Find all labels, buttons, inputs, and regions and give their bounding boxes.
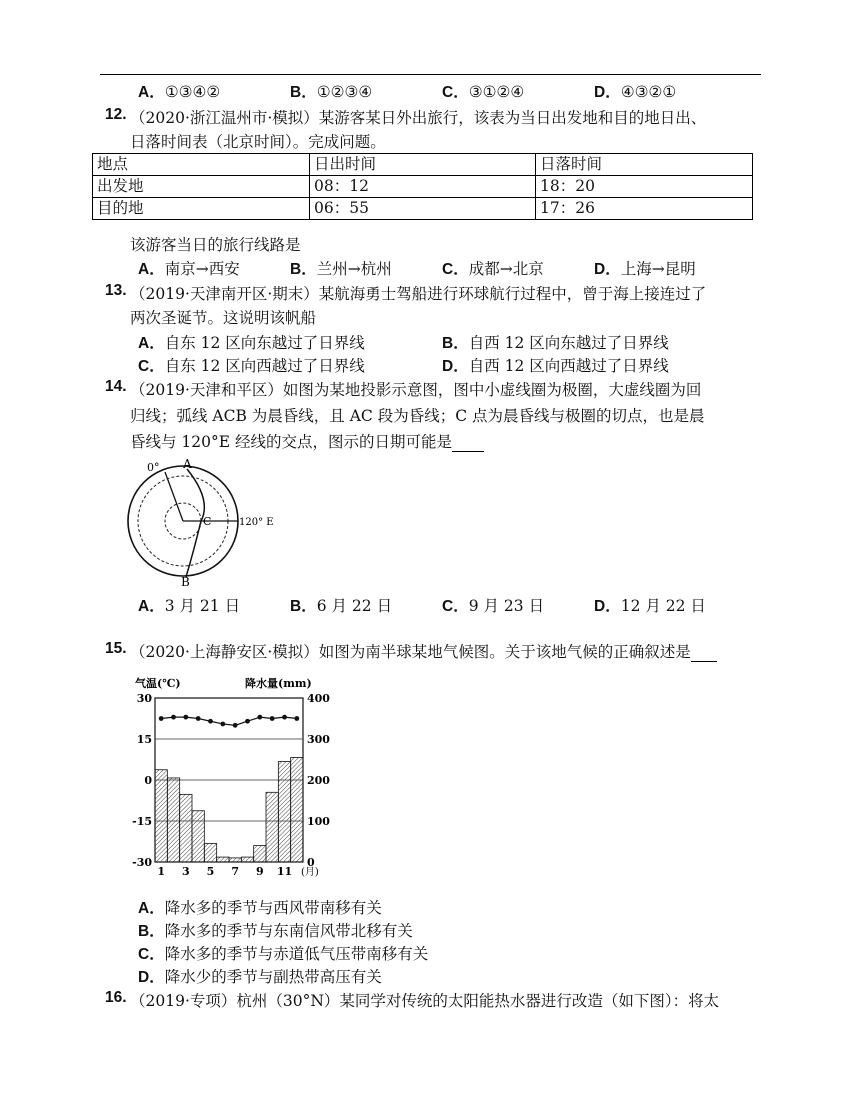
q12-stem-line1: （2020·浙江温州市·模拟）某游客某日外出旅行，该表为当日出发地和目的地日出、 — [130, 109, 707, 127]
temp-point — [183, 715, 188, 720]
label-a: A — [183, 457, 192, 471]
table-row — [93, 176, 753, 198]
precip-bar — [204, 844, 216, 862]
q13-option-b[interactable]: B．自西 12 区向东越过了日界线 — [442, 334, 669, 352]
q14-stem-line2: 归线；弧线 ACB 为晨昏线，且 AC 段为昏线；C 点为晨昏线与极圈的切点，也是晨 — [130, 407, 705, 425]
label-0-degree: 0° — [147, 461, 160, 474]
temp-point — [270, 716, 275, 721]
answer-blank[interactable] — [452, 436, 484, 452]
temp-point — [282, 715, 287, 720]
q15-option-c[interactable]: C．降水多的季节与赤道低气压带南移有关 — [138, 945, 429, 963]
q15-option-b[interactable]: B．降水多的季节与东南信风带北移有关 — [138, 922, 413, 940]
table-header-row — [93, 154, 753, 176]
q12-number: 12. — [105, 106, 127, 123]
precip-tick-label: 300 — [307, 733, 330, 746]
q15-option-d[interactable]: D．降水少的季节与副热带高压有关 — [138, 968, 382, 986]
temp-point — [220, 722, 225, 727]
q11-option-c[interactable]: C．③①②④ — [442, 83, 525, 101]
temp-tick-label: 30 — [136, 692, 152, 705]
precip-bar — [155, 770, 167, 862]
precip-tick-label: 0 — [307, 856, 315, 869]
q16-stem-line1: （2019·专项）杭州（30°N）某同学对传统的太阳能热水器进行改造（如下图）：将太 — [130, 992, 720, 1010]
q13-option-c[interactable]: C．自东 12 区向西越过了日界线 — [138, 357, 365, 375]
table-cell: 18：20 — [536, 176, 753, 198]
q14-option-c[interactable]: C．9 月 23 日 — [442, 597, 545, 615]
q15-stem-line1: （2020·上海静安区·模拟）如图为南半球某地气候图。关于该地气候的正确叙述是 — [130, 640, 717, 662]
label-c: C — [203, 515, 212, 528]
month-tick-label: 5 — [206, 865, 215, 878]
precip-bars — [155, 757, 303, 862]
temp-point — [159, 716, 164, 721]
q12-stem-line2: 日落时间表（北京时间）。完成问题。 — [130, 133, 386, 151]
q15-option-a[interactable]: A．降水多的季节与西风带南移有关 — [138, 899, 382, 917]
x-axis-label: (月) — [301, 867, 319, 878]
month-tick-label: 7 — [231, 865, 239, 878]
q14-stem-line3: 昏线与 120°E 经线的交点，图示的日期可能是 — [130, 430, 484, 452]
precip-bar — [254, 846, 266, 862]
precip-bar — [278, 762, 290, 862]
precip-bar — [241, 857, 253, 862]
month-tick-label: 9 — [256, 865, 264, 878]
precip-bar — [217, 857, 229, 862]
month-tick-label: 1 — [157, 865, 165, 878]
q13-number: 13. — [105, 282, 127, 299]
precip-tick-label: 100 — [307, 815, 330, 828]
table-header: 地点 — [93, 154, 310, 176]
q13-stem-line2: 两次圣诞节。这说明该帆船 — [130, 309, 317, 327]
temp-point — [171, 715, 176, 720]
table-header: 日落时间 — [536, 154, 753, 176]
precip-bar — [266, 792, 278, 862]
q13-stem-line1: （2019·天津南开区·期末）某航海勇士驾船进行环球航行过程中，曾于海上接连过了 — [130, 285, 707, 303]
month-tick-label: 3 — [182, 865, 190, 878]
q14-option-a[interactable]: A．3 月 21 日 — [138, 597, 241, 615]
precip-bar — [167, 778, 179, 862]
q15-number: 15. — [105, 640, 127, 657]
y-axis-label-right: 降水量(mm) — [245, 677, 312, 690]
q12-option-d[interactable]: D．上海→昆明 — [594, 260, 696, 278]
climate-chart — [125, 672, 330, 882]
q11-option-a[interactable]: A．①③④② — [138, 83, 221, 101]
temp-point — [196, 716, 201, 721]
terminator-arc — [186, 469, 204, 577]
q12-option-a[interactable]: A．南京→西安 — [138, 260, 240, 278]
temp-tick-label: -15 — [132, 815, 152, 828]
table-row — [93, 198, 753, 220]
q11-option-d[interactable]: D．④③②① — [594, 83, 677, 101]
temp-point — [257, 715, 262, 720]
q11-option-b[interactable]: B．①②③④ — [290, 83, 373, 101]
temp-line — [159, 715, 299, 728]
top-rule — [100, 74, 761, 75]
label-120e: 120° E — [239, 517, 274, 528]
q16-number: 16. — [105, 989, 127, 1006]
precip-bar — [180, 794, 192, 862]
q14-option-b[interactable]: B．6 月 22 日 — [290, 597, 393, 615]
temp-point — [208, 719, 213, 724]
temp-point — [233, 723, 238, 728]
answer-blank[interactable] — [691, 646, 717, 662]
q14-option-d[interactable]: D．12 月 22 日 — [594, 597, 706, 615]
temp-point — [245, 719, 250, 724]
q13-option-d[interactable]: D．自西 12 区向西越过了日界线 — [442, 357, 669, 375]
temp-point — [294, 716, 299, 721]
temp-tick-label: -30 — [132, 856, 152, 869]
precip-bar — [229, 858, 241, 862]
meridian-0 — [165, 472, 183, 521]
temp-tick-label: 0 — [144, 774, 152, 787]
month-tick-label: 11 — [276, 865, 293, 878]
q12-option-b[interactable]: B．兰州→杭州 — [290, 260, 392, 278]
q14-number: 14. — [105, 378, 127, 395]
temp-series-line — [161, 717, 297, 725]
precip-bar — [192, 811, 204, 862]
precip-tick-label: 400 — [307, 692, 330, 705]
q14-stem-line1: （2019·天津和平区）如图为某地投影示意图，图中小虚线圈为极圈，大虚线圈为回 — [130, 381, 702, 399]
q13-option-a[interactable]: A．自东 12 区向东越过了日界线 — [138, 334, 365, 352]
precip-tick-label: 200 — [307, 774, 330, 787]
label-b: B — [181, 575, 190, 589]
table-cell: 06：55 — [310, 198, 536, 220]
q12-option-c[interactable]: C．成都→北京 — [442, 260, 544, 278]
table-cell: 17：26 — [536, 198, 753, 220]
q12-question: 该游客当日的旅行线路是 — [130, 236, 301, 254]
table-cell: 目的地 — [93, 198, 310, 220]
sun-times-table — [92, 153, 753, 220]
table-cell: 08：12 — [310, 176, 536, 198]
precip-bar — [291, 757, 303, 862]
polar-projection-diagram — [120, 457, 280, 590]
table-header: 日出时间 — [310, 154, 536, 176]
temp-tick-label: 15 — [136, 733, 152, 746]
y-axis-label-left: 气温(℃) — [135, 677, 181, 690]
table-cell: 出发地 — [93, 176, 310, 198]
